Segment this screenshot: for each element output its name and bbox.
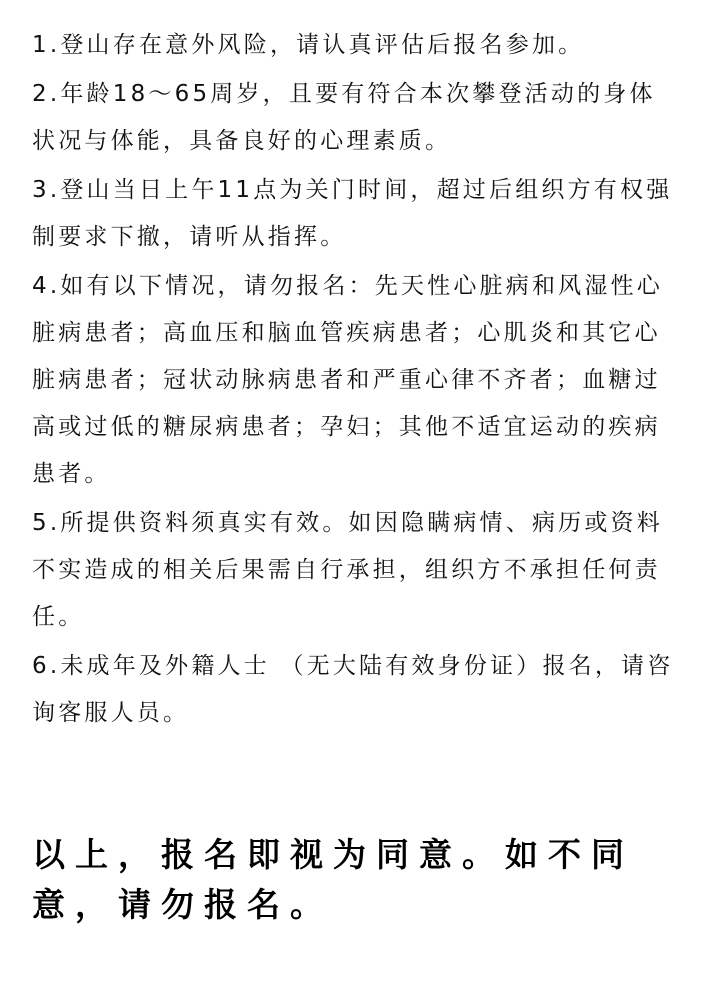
notice-item-health-restrictions: 4.如有以下情况，请勿报名：先天性心脏病和风湿性心脏病患者；高血压和脑血管疾病患者；心肌炎和其它心脏病患者；冠状动脉病患者和严重心律不齐者；血糖过高或过低的糖尿病患者；孕妇；其他不适宜运动的疾病患者。	[32, 273, 663, 487]
agreement-statement: 以上，报名即视为同意。如不同意，请勿报名。	[32, 835, 634, 924]
registration-notice-list	[32, 22, 678, 739]
notice-item-age-requirement: 2.年龄18～65周岁，且要有符合本次攀登活动的身体状况与体能，具备良好的心理素质。	[32, 81, 656, 154]
notice-item-risk: 1.登山存在意外风险，请认真评估后报名参加。	[32, 32, 585, 58]
notice-item-information-accuracy: 5.所提供资料须真实有效。如因隐瞒病情、病历或资料不实造成的相关后果需自行承担，组织方不承担任何责任。	[32, 510, 663, 630]
notice-item-minors-foreigners: 6.未成年及外籍人士 （无大陆有效身份证）报名，请咨询客服人员。	[32, 653, 674, 726]
notice-item-closing-time: 3.登山当日上午11点为关门时间，超过后组织方有权强制要求下撤，请听从指挥。	[32, 177, 673, 250]
